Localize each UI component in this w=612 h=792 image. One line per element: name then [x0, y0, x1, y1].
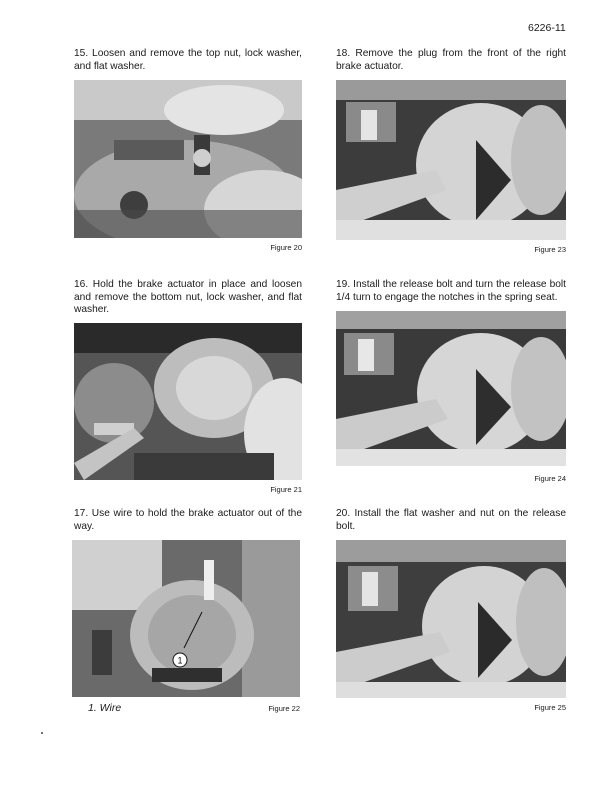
figure-25-image [336, 540, 566, 698]
figure-24-image [336, 311, 566, 466]
figure-22-caption: Figure 22 [268, 704, 300, 713]
figure-20-photo [74, 80, 302, 238]
figure-22-photo [72, 540, 300, 697]
page-number: 6226-11 [528, 22, 566, 34]
figure-21-image [74, 323, 302, 480]
figure-25-photo [336, 540, 566, 698]
figure-23-caption: Figure 23 [534, 245, 566, 254]
figure-24-caption: Figure 24 [534, 474, 566, 483]
step-15-text: 15. Loosen and remove the top nut, lock washer, and flat washer. [74, 48, 302, 72]
figure-25-caption: Figure 25 [534, 703, 566, 712]
figure-22-legend: 1. Wire [88, 702, 122, 714]
figure-23-image [336, 80, 566, 240]
figure-24-photo [336, 311, 566, 466]
figure-21-caption: Figure 21 [270, 485, 302, 494]
step-18-text: 18. Remove the plug from the front of the right brake actuator. [336, 48, 566, 72]
figure-23-photo [336, 80, 566, 240]
step-19-text: 19. Install the release bolt and turn the release bolt 1/4 turn to engage the notches in the spring seat. [336, 279, 566, 303]
figure-20-caption: Figure 20 [270, 243, 302, 252]
figure-22-image [72, 540, 300, 697]
step-17-text: 17. Use wire to hold the brake actuator out of the way. [74, 508, 302, 532]
figure-21-photo [74, 323, 302, 480]
callout-1-label: 1 [177, 655, 183, 666]
step-20-text: 20. Install the flat washer and nut on the release bolt. [336, 508, 566, 532]
figure-20-image [74, 80, 302, 238]
step-16-text: 16. Hold the brake actuator in place and loosen and remove the bottom nut, lock washer, and flat washer. [74, 279, 302, 316]
scan-speck [41, 732, 43, 734]
